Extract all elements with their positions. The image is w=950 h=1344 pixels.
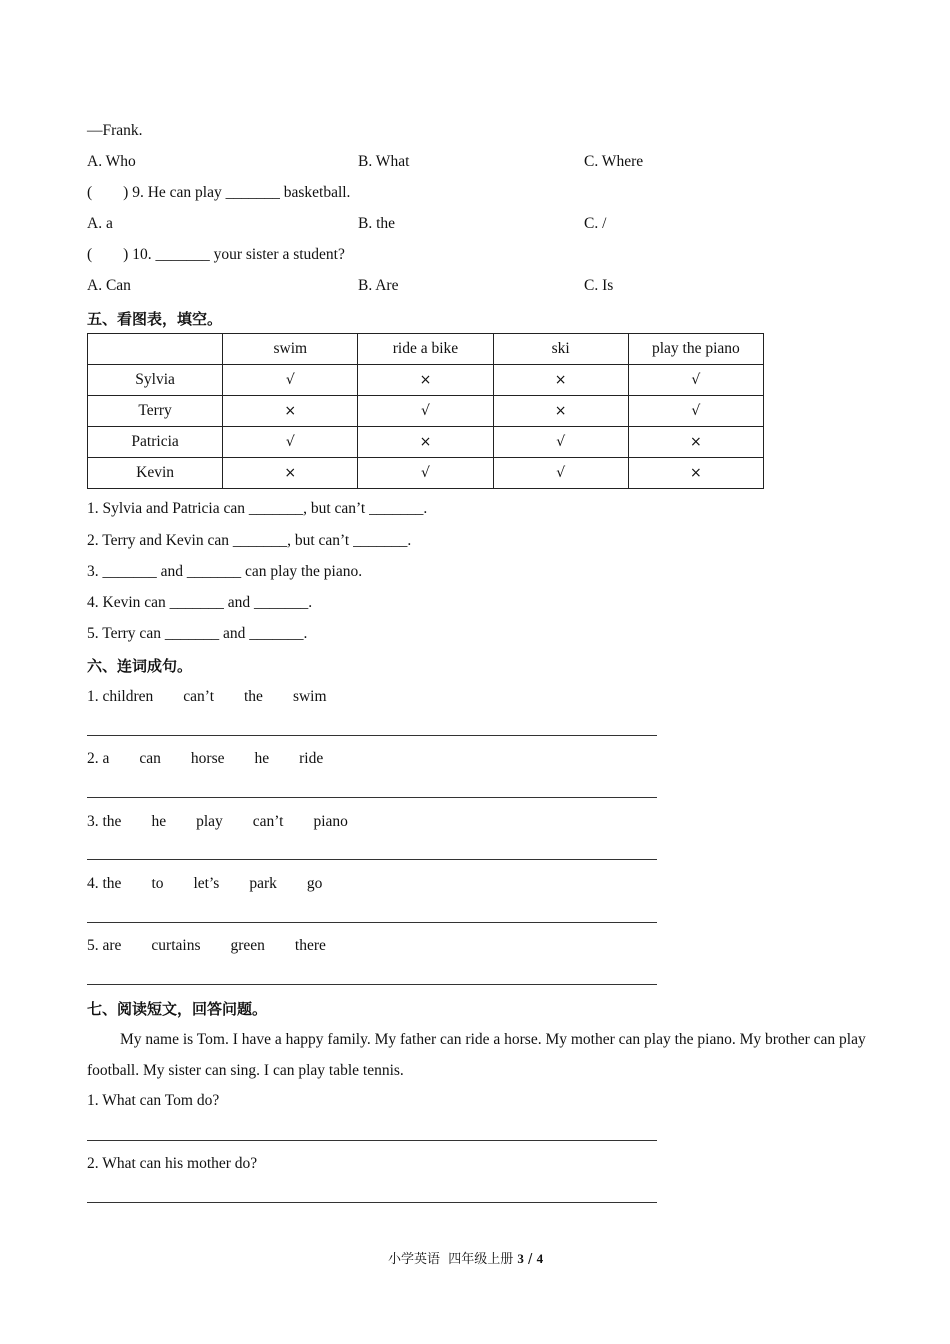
word: piano — [313, 813, 348, 830]
answer-line[interactable] — [87, 1202, 657, 1203]
q9-option-c: C. / — [584, 215, 607, 232]
row-name: Kevin — [88, 458, 223, 489]
answer-line[interactable] — [87, 797, 657, 798]
table-row — [88, 365, 764, 396]
fill-question-3: 3. _______ and _______ can play the piano. — [87, 563, 363, 580]
page-total: 4 — [536, 1251, 544, 1266]
table-header-cell: ski — [493, 334, 628, 365]
answer-line[interactable] — [87, 922, 657, 923]
page-footer — [388, 1248, 543, 1267]
word: there — [294, 937, 326, 954]
section6-title: 六、连词成句。 — [87, 657, 193, 675]
q10-option-a: A. Can — [87, 277, 131, 294]
q10-answer-paren[interactable]: ( ) — [87, 246, 129, 263]
ability-mark: × — [628, 458, 763, 489]
q8-option-c: C. Where — [584, 153, 644, 170]
word-group-4 — [87, 875, 352, 893]
section5-title: 五、看图表，填空。 — [87, 310, 223, 328]
ability-mark: √ — [493, 458, 628, 489]
table-header-row — [88, 334, 764, 365]
ability-mark: √ — [358, 458, 493, 489]
q10-option-c: C. Is — [584, 277, 614, 294]
table-row — [88, 396, 764, 427]
table-header-cell: play the piano — [628, 334, 763, 365]
word: can’t — [252, 813, 284, 830]
ability-mark: √ — [493, 427, 628, 458]
q9-option-b: B. the — [358, 215, 396, 232]
word: he — [254, 750, 270, 767]
table-header-cell: ride a bike — [358, 334, 493, 365]
q8-option-b: B. What — [358, 153, 410, 170]
word: 2. a — [87, 750, 110, 767]
row-name: Patricia — [88, 427, 223, 458]
fill-question-2: 2. Terry and Kevin can _______, but can’t _______. — [87, 532, 412, 549]
word: park — [249, 875, 277, 892]
reading-question-2: 2. What can his mother do? — [87, 1155, 258, 1172]
q10-option-b: B. Are — [358, 277, 399, 294]
ability-mark: × — [493, 396, 628, 427]
ability-table — [87, 333, 764, 489]
word: let’s — [193, 875, 220, 892]
q9-text: 9. He can play _______ basketball. — [132, 184, 351, 201]
word: can — [139, 750, 161, 767]
word: 1. children — [87, 688, 154, 705]
ability-mark: × — [358, 427, 493, 458]
word: horse — [190, 750, 225, 767]
table-header-cell: swim — [223, 334, 358, 365]
ability-mark: × — [493, 365, 628, 396]
footer-subject: 小学英语 四年级上册 — [388, 1252, 514, 1267]
reading-question-1: 1. What can Tom do? — [87, 1092, 220, 1109]
ability-mark: × — [358, 365, 493, 396]
answer-line[interactable] — [87, 735, 657, 736]
word-group-3 — [87, 813, 378, 831]
q8-option-a: A. Who — [87, 153, 136, 170]
word: to — [151, 875, 164, 892]
word: 5. are — [87, 937, 122, 954]
answer-line[interactable] — [87, 859, 657, 860]
word: 4. the — [87, 875, 122, 892]
table-header-cell — [88, 334, 223, 365]
word: 3. the — [87, 813, 122, 830]
q8-answer: —Frank. — [87, 122, 143, 139]
word: play — [196, 813, 223, 830]
reading-passage: My name is Tom. I have a happy family. My father can ride a horse. My mother can play the piano. My brother can play football. My sister can sing. I can play table tennis. — [87, 1031, 866, 1079]
ability-mark: √ — [628, 396, 763, 427]
word-group-1 — [87, 688, 357, 706]
word: swim — [292, 688, 327, 705]
q10-line — [87, 246, 345, 264]
word: go — [306, 875, 323, 892]
ability-mark: × — [628, 427, 763, 458]
fill-question-4: 4. Kevin can _______ and _______. — [87, 594, 313, 611]
section7-title: 七、阅读短文，回答问题。 — [87, 1000, 268, 1018]
ability-mark: × — [223, 458, 358, 489]
word: green — [230, 937, 265, 954]
fill-question-1: 1. Sylvia and Patricia can _______, but can’t _______. — [87, 500, 428, 517]
word-group-5 — [87, 937, 356, 955]
ability-mark: √ — [628, 365, 763, 396]
row-name: Sylvia — [88, 365, 223, 396]
ability-mark: √ — [358, 396, 493, 427]
word: he — [151, 813, 167, 830]
ability-mark: × — [223, 396, 358, 427]
ability-mark: √ — [223, 365, 358, 396]
word: ride — [299, 750, 324, 767]
fill-question-5: 5. Terry can _______ and _______. — [87, 625, 308, 642]
table-row — [88, 458, 764, 489]
row-name: Terry — [88, 396, 223, 427]
word: curtains — [151, 937, 201, 954]
q9-line — [87, 184, 350, 202]
word-group-2 — [87, 750, 353, 768]
table-row — [88, 427, 764, 458]
word: the — [244, 688, 263, 705]
answer-line[interactable] — [87, 984, 657, 985]
word: can’t — [183, 688, 214, 705]
answer-line[interactable] — [87, 1140, 657, 1141]
ability-mark: √ — [223, 427, 358, 458]
q9-option-a: A. a — [87, 215, 113, 232]
q9-answer-paren[interactable]: ( ) — [87, 184, 129, 201]
page-number: 3 — [517, 1251, 524, 1266]
q10-text: 10. _______ your sister a student? — [132, 246, 345, 263]
page-separator: / — [528, 1252, 533, 1267]
